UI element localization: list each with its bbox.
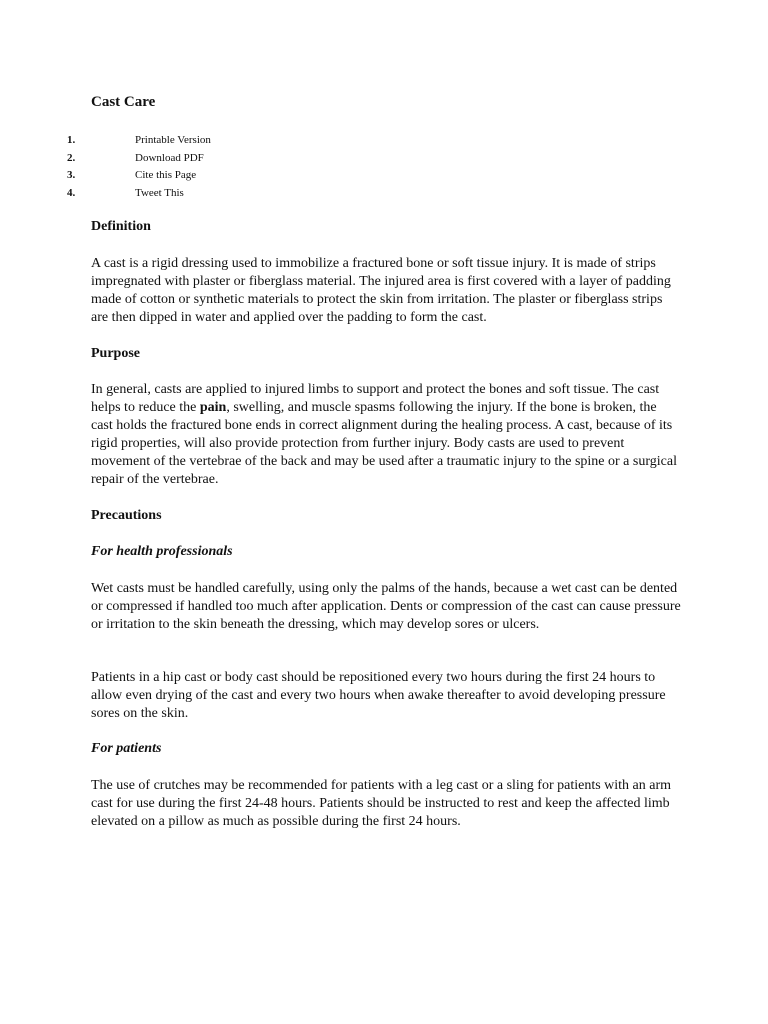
toc-item-number: 3. bbox=[67, 169, 76, 181]
toc-item-number: 1. bbox=[67, 134, 76, 146]
toc-item-printable[interactable] bbox=[60, 132, 460, 150]
health-professionals-heading: For health professionals bbox=[91, 544, 233, 559]
toc-item-label[interactable]: Download PDF bbox=[135, 151, 204, 164]
purpose-paragraph bbox=[91, 381, 681, 489]
definition-heading: Definition bbox=[91, 219, 151, 234]
toc-item-cite[interactable] bbox=[60, 167, 460, 185]
toc-item-tweet[interactable] bbox=[60, 185, 460, 203]
page-title: Cast Care bbox=[91, 94, 156, 110]
health-professionals-paragraph-2: Patients in a hip cast or body cast should be repositioned every two hours during the first 24 hours to allow even drying of the cast and every two hours when awake thereafter to avoid developing pressure sores on the skin. bbox=[91, 670, 666, 721]
health-professionals-paragraph-1: Wet casts must be handled carefully, using only the palms of the hands, because a wet cast can be dented or compressed if handled too much after application. Dents or compression of the cast can cause pressure or irritation to the skin beneath the dressing, which may develop sores or ulcers. bbox=[91, 581, 681, 632]
purpose-bold-word: pain bbox=[199, 400, 227, 415]
toc-item-download[interactable] bbox=[60, 150, 460, 168]
precautions-heading: Precautions bbox=[91, 508, 162, 523]
purpose-text-before: In general, casts are applied to injured limbs to support and protect the bones and soft tissue. The cast helps to reduce the bbox=[91, 382, 660, 415]
toc-list bbox=[60, 132, 460, 202]
toc-item-label[interactable]: Printable Version bbox=[135, 134, 211, 146]
patients-paragraph: The use of crutches may be recommended for patients with a leg cast or a sling for patients with an arm cast for use during the first 24-48 hours. Patients should be instructed to rest and keep the affected limb elevated on a pillow as much as possible during the first 24 hours. bbox=[91, 778, 672, 829]
toc-item-label[interactable]: Tweet This bbox=[135, 186, 184, 199]
patients-heading: For patients bbox=[91, 741, 162, 756]
purpose-heading: Purpose bbox=[91, 346, 140, 361]
definition-paragraph: A cast is a rigid dressing used to immobilize a fractured bone or soft tissue injury. It is made of strips impregnated with plaster or fiberglass material. The injured area is first covered with a layer of padding made of cotton or synthetic materials to protect the skin from irritation. The plaster or fiberglass strips are then dipped in water and applied over the padding to form the cast. bbox=[91, 256, 671, 325]
toc-item-label[interactable]: Cite this Page bbox=[135, 169, 197, 181]
toc-item-number: 4. bbox=[67, 186, 76, 199]
toc-item-number: 2. bbox=[67, 151, 76, 164]
purpose-text-after: , swelling, and muscle spasms following the injury. If the bone is broken, the cast holds the fractured bone ends in correct alignment during the healing process. A cast, because of its rigid properties, will also provide protection from further injury. Body casts are used to prevent movement of the vertebrae of the back and may be used after a traumatic injury to the spine or a surgical repair of the vertebrae. bbox=[91, 400, 677, 487]
